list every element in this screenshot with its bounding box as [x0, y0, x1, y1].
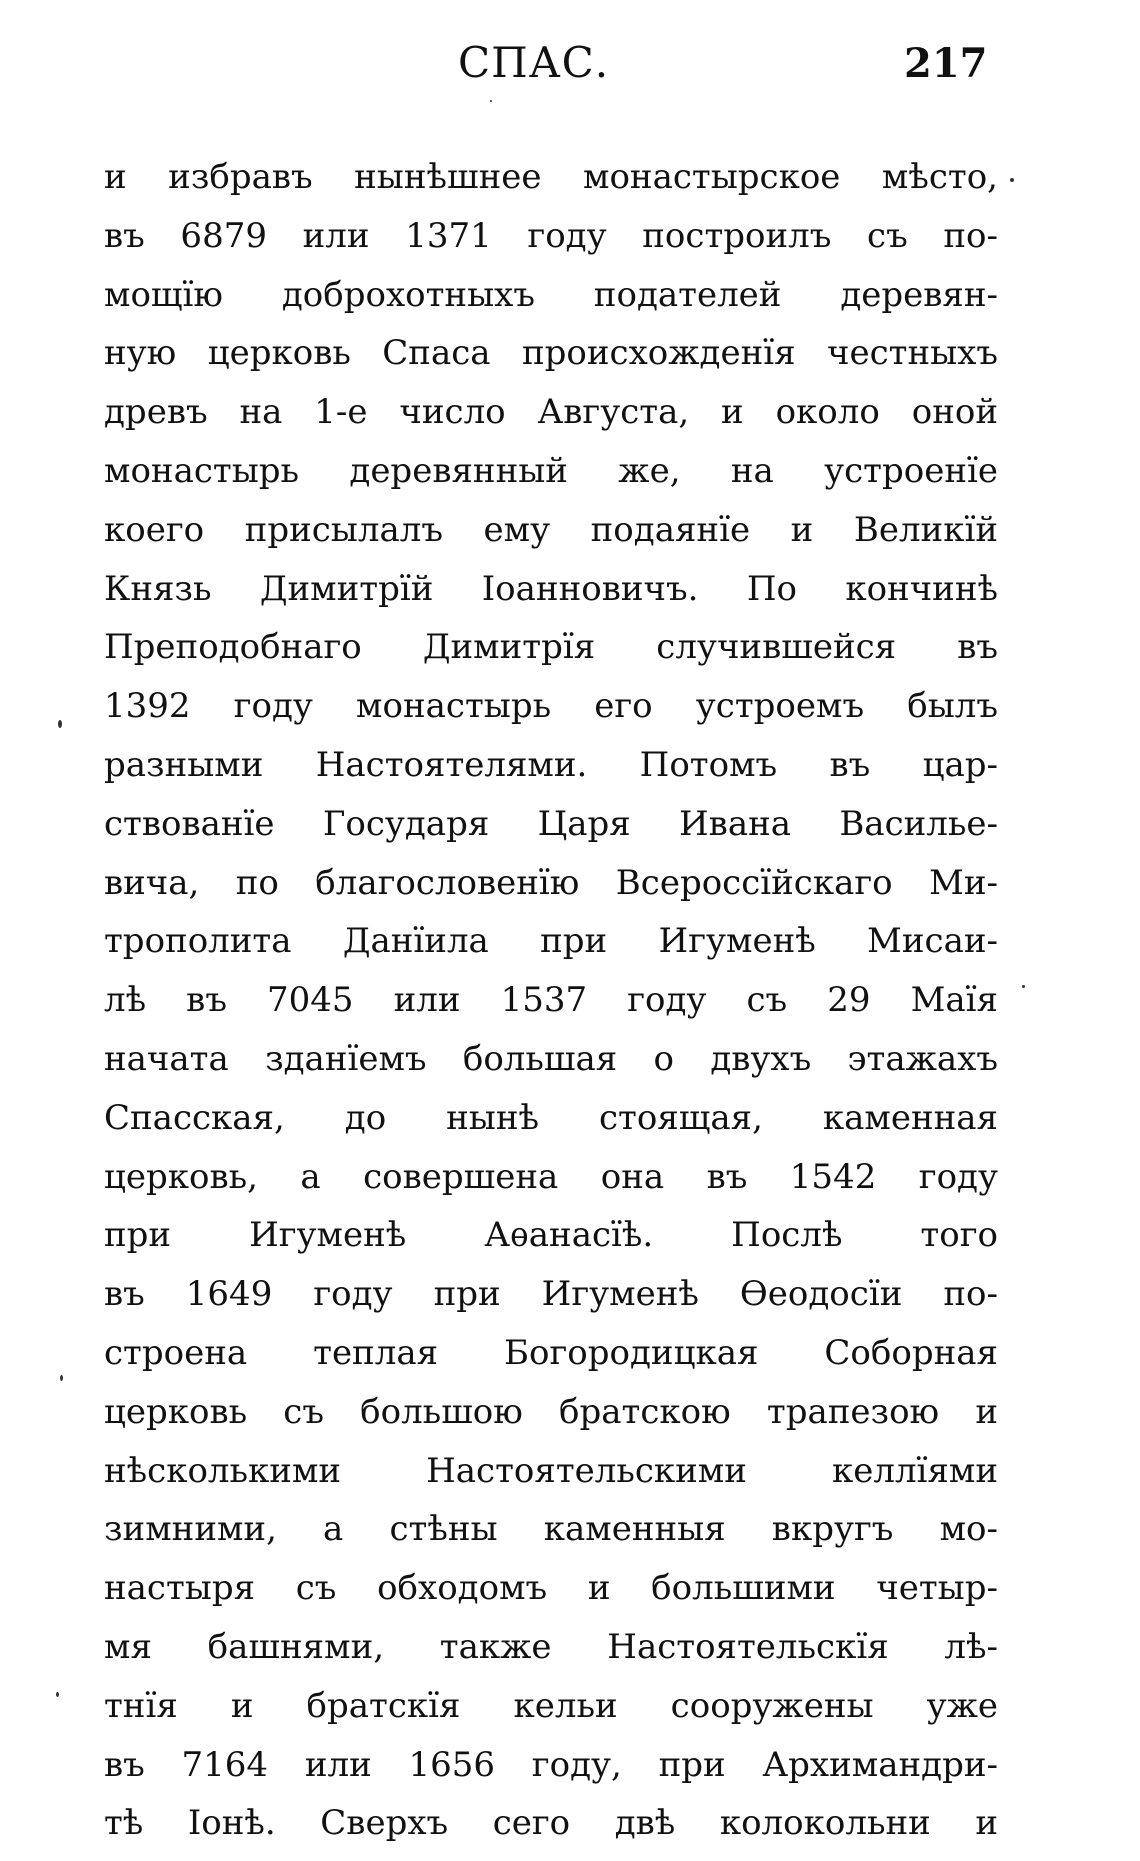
text-line: Спасская, до нынѣ стоящая, каменная: [104, 1097, 998, 1138]
text-line: тѣ Іонѣ. Сверхъ сего двѣ колокольни и: [104, 1803, 998, 1844]
text-line: коего присылалъ ему подаянїе и Великїй: [104, 509, 998, 550]
text-line: въ 7164 или 1656 году, при Архимандри-: [104, 1744, 998, 1785]
text-line: трополита Данїила при Игуменѣ Мисаи-: [104, 921, 998, 962]
text-line: ствованїе Государя Царя Ивана Василье-: [104, 803, 998, 844]
scan-speck: [1022, 985, 1025, 988]
text-line: мощїю доброхотныхъ подателей деревян-: [104, 274, 998, 315]
text-line: лѣ въ 7045 или 1537 году съ 29 Маїя: [104, 980, 998, 1021]
text-line: строена теплая Богородицкая Соборная: [104, 1332, 998, 1373]
scan-speck: [1010, 178, 1014, 182]
text-line: и избравъ нынѣшнее монастырское мѣсто,: [104, 157, 998, 197]
text-line: при Игуменѣ Аѳанасїѣ. Послѣ того: [104, 1215, 998, 1256]
text-line: монастырь деревянный же, на устроенїе: [104, 450, 998, 491]
text-line: тнїя и братскїя кельи сооружены уже: [104, 1685, 998, 1726]
scan-speck: [60, 1375, 63, 1381]
text-line: церковь съ большою братскою трапезою и: [104, 1391, 998, 1432]
text-line: въ 1649 году при Игуменѣ Ѳеодосїи по-: [104, 1274, 998, 1315]
text-line: нѣсколькими Настоятельскими келлїями: [104, 1450, 998, 1491]
scan-speck: [490, 100, 492, 102]
body-text: [104, 148, 998, 1853]
text-line: ную церковь Спаса происхожденїя честныхъ: [104, 333, 998, 374]
text-line: мя башнями, также Настоятельскїя лѣ-: [104, 1626, 998, 1667]
text-line: зимними, а стѣны каменныя вкругъ мо-: [104, 1509, 998, 1550]
text-line: 1392 году монастырь его устроемъ былъ: [104, 686, 998, 727]
text-line: настыря съ обходомъ и большими четыр-: [104, 1568, 998, 1609]
scan-speck: [56, 1692, 59, 1697]
page-number: 217: [904, 40, 988, 87]
text-line: разными Настоятелями. Потомъ въ цар-: [104, 744, 998, 785]
running-title: СПАС.: [458, 38, 610, 87]
text-line: начата зданїемъ большая о двухъ этажахъ: [104, 1038, 998, 1079]
text-line: церковь, а совершена она въ 1542 году: [104, 1156, 998, 1197]
text-line: Князь Димитрїй Іоанновичъ. По кончинѣ: [104, 568, 998, 609]
text-line: древъ на 1-е число Августа, и около оной: [104, 392, 998, 433]
text-line: въ 6879 или 1371 году построилъ съ по-: [104, 215, 998, 256]
text-line: вича, по благословенїю Всероссїйскаго Ми-: [104, 862, 998, 903]
scan-speck: [58, 720, 62, 728]
text-line: Преподобнаго Димитрїя случившейся въ: [104, 627, 998, 668]
